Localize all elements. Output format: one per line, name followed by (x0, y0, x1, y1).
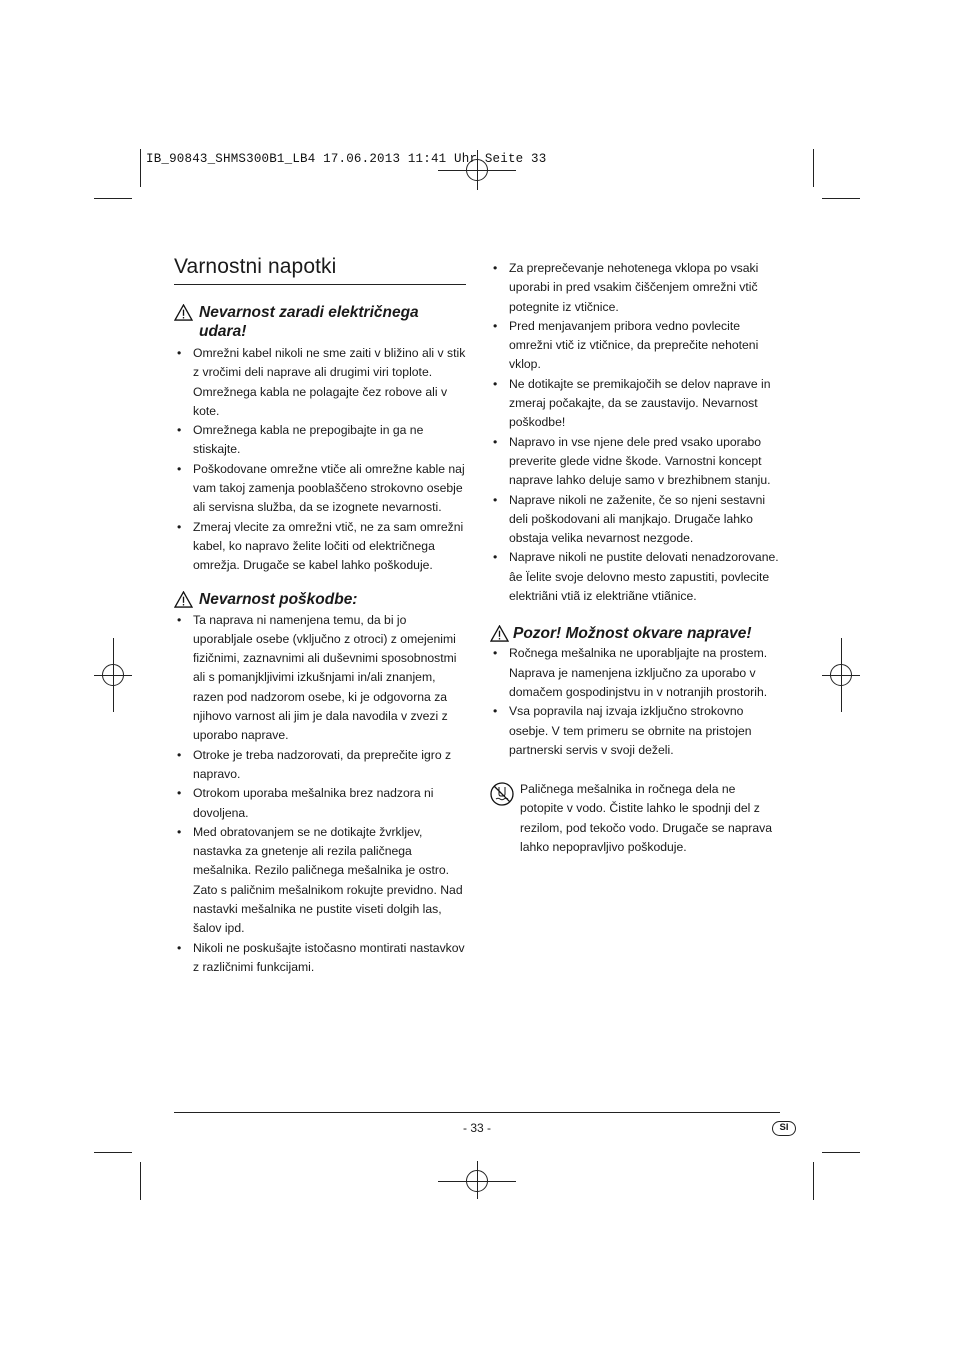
list-item: • Nikoli ne poskušajte istočasno montirati nastavkov z različnimi funkcijami. (174, 939, 466, 978)
language-badge: SI (772, 1121, 796, 1136)
section-heading (174, 303, 466, 341)
bullet-list (174, 611, 466, 978)
bullet-list (174, 344, 466, 576)
footer-rule (174, 1112, 780, 1113)
page-number: - 33 - (462, 1121, 491, 1135)
right-column (490, 259, 780, 857)
list-item: • Otroke je treba nadzorovati, da preprečite igro z napravo. (174, 746, 466, 785)
list-item: • Za preprečevanje nehotenega vklopa po vsaki uporabi in pred vsakim čiščenjem omrežni vtič potegnite iz vtičnice. (490, 259, 780, 317)
list-item: • Naprave nikoli ne pustite delovati nenadzorovane. âe Ïelite svoje delovno mesto zapustiti, povlecite elektriãni vtiã iz elektriãne vtiãnice. (490, 548, 780, 606)
section-injury (174, 590, 466, 978)
no-immersion-icon (490, 782, 514, 806)
list-item: • Omrežni kabel nikoli ne sme zaiti v bližino ali v stik z vročimi deli naprave ali drugimi viri toplote. Omrežnega kabla ne polagajte čez robove ali v kote. (174, 344, 466, 421)
bullet-list (490, 644, 780, 760)
section-heading (490, 624, 780, 643)
section-electric-shock (174, 303, 466, 576)
list-item: • Ta naprava ni namenjena temu, da bi jo uporabljale osebe (vključno z otroci) z omejenimi fizičnimi, zaznavnimi ali duševnimi sposobnostmi ali s pomanjkljivimi izkušnjami in/ali znanjem, razen pod nadzorom osebe, ki je odgovorna za njihovo varnost ali jim je dala navodila v zvezi z uporabo naprave. (174, 611, 466, 746)
page-title: Varnostni napotki (174, 255, 466, 285)
list-item: • Ročnega mešalnika ne uporabljajte na prostem. Naprava je namenjena izključno za uporabo v domačem gospodinjstvu in v notranjih prostorih. (490, 644, 780, 702)
print-header: IB_90843_SHMS300B1_LB4 17.06.2013 11:41 Uhr Seite 33 (146, 152, 547, 166)
note-block (490, 780, 780, 857)
list-item: • Omrežnega kabla ne prepogibajte in ga ne stiskajte. (174, 421, 466, 460)
section-heading-text: Nevarnost poškodbe: (199, 590, 358, 608)
list-item: • Zmeraj vlecite za omrežni vtič, ne za sam omrežni kabel, ko napravo želite ločiti od električnega omrežja. Drugače se kabel lahko poškoduje. (174, 518, 466, 576)
list-item: • Naprave nikoli ne zaženite, če so njeni sestavni deli poškodovani ali manjkajo. Drugače lahko obstaja velika nevarnost nezgode. (490, 491, 780, 549)
section-heading-text: Pozor! Možnost okvare naprave! (513, 625, 752, 643)
list-item: • Ne dotikajte se premikajočih se delov naprave in zmeraj počakajte, da se zaustavijo. Nevarnost poškodbe! (490, 375, 780, 433)
section-heading-text: Nevarnost zaradi električnega udara! (199, 304, 419, 340)
list-item: • Vsa popravila naj izvaja izključno strokovno osebje. V tem primeru se obrnite na pristojen partnerski servis v svoji deželi. (490, 702, 780, 760)
warning-icon (174, 591, 193, 608)
list-item: • Med obratovanjem se ne dotikajte žvrkljev, nastavka za gnetenje ali rezila paličnega mešalnika. Rezilo paličnega mešalnika je ostro. Zato s paličnim mešalnikom rokujte previdno. Nad nastavki mešalnika ne pustite viseti dolgih las, šalov ipd. (174, 823, 466, 939)
bullet-list (490, 259, 780, 606)
warning-icon (490, 625, 509, 642)
list-item: • Napravo in vse njene dele pred vsako uporabo preverite glede vidne škode. Varnostni koncept naprave lahko deluje samo v brezhibnem stanju. (490, 433, 780, 491)
note-text: Paličnega mešalnika in ročnega dela ne potopite v vodo. Čistite lahko le spodnji del z rezilom, pod tekočo vodo. Drugače se naprava lahko nepopravljivo poškoduje. (520, 782, 773, 855)
list-item: • Poškodovane omrežne vtiče ali omrežne kable naj vam takoj zamenja pooblaščeno strokovno osebje ali servisna služba, da se izognete nevarnosti. (174, 460, 466, 518)
section-device-damage (490, 624, 780, 760)
section-heading (174, 590, 466, 609)
warning-icon (174, 304, 193, 321)
list-item: • Pred menjavanjem pribora vedno povlecite omrežni vtič iz vtičnice, da preprečite nehoteni vklop. (490, 317, 780, 375)
left-column (174, 255, 466, 977)
list-item: • Otrokom uporaba mešalnika brez nadzora ni dovoljena. (174, 784, 466, 823)
